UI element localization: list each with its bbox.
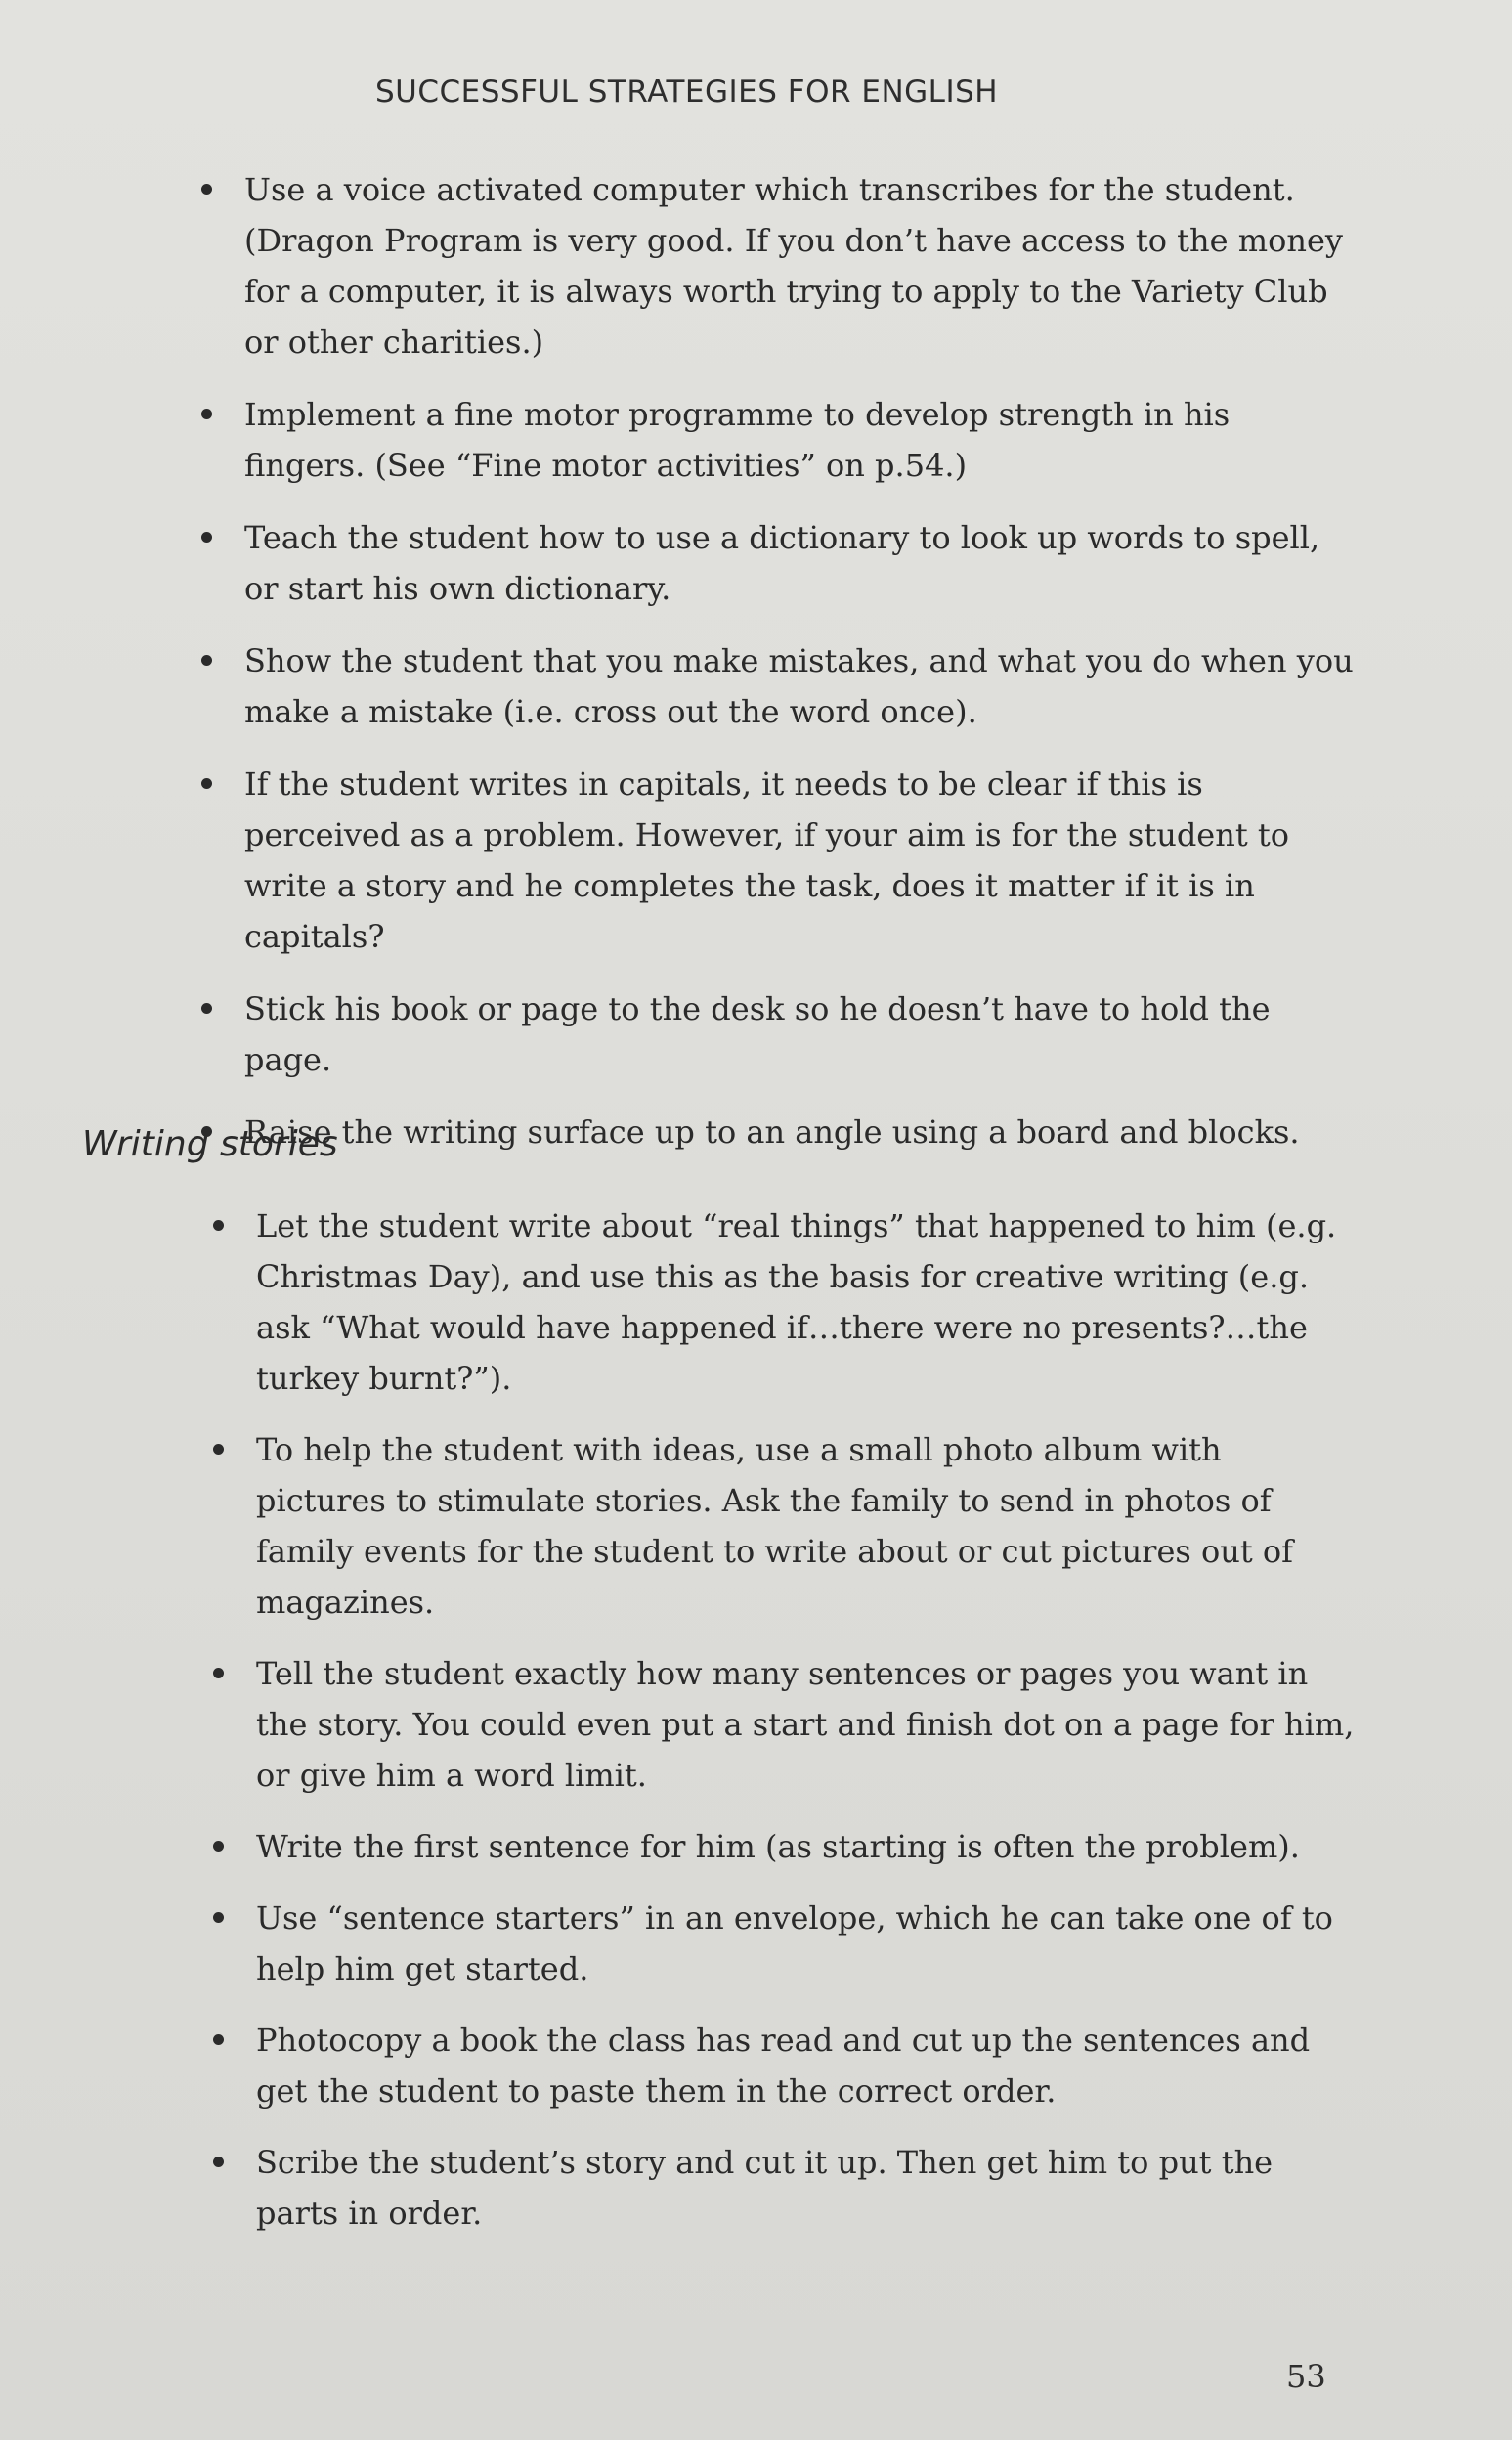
page-number: 53 bbox=[1286, 2358, 1326, 2395]
list-item-text: Implement a fine motor programme to develop strength in his fingers. (See “Fine motor activities” on p.54.) bbox=[244, 396, 1231, 484]
list-item-text: Stick his book or page to the desk so he doesn’t have to hold the page. bbox=[244, 990, 1271, 1078]
bullet-icon bbox=[213, 2157, 224, 2167]
bullet-icon bbox=[213, 1912, 224, 1923]
list-item bbox=[201, 389, 1355, 491]
list-item bbox=[201, 164, 1355, 368]
list-item bbox=[201, 983, 1355, 1085]
bullet-icon bbox=[201, 778, 212, 789]
list-item-text: If the student writes in capitals, it needs to be clear if this is perceived as a problem. However, if your aim is for the student to write a story and he completes the task, does it matter if it is in capitals? bbox=[244, 765, 1289, 955]
list-item-text: Use “sentence starters” in an envelope, which he can take one of to help him get started. bbox=[256, 1899, 1333, 1987]
list-item-text: To help the student with ideas, use a small photo album with pictures to stimulate stories. Ask the family to send in photos of family events for the student to write about or cut pictures out of magazines. bbox=[256, 1431, 1294, 1621]
list-item-text: Write the first sentence for him (as starting is often the problem). bbox=[256, 1828, 1300, 1865]
running-head: SUCCESSFUL STRATEGIES FOR ENGLISH bbox=[375, 74, 999, 109]
bullet-icon bbox=[201, 409, 212, 419]
bullet-icon bbox=[201, 1003, 212, 1014]
bullet-icon bbox=[213, 1220, 224, 1231]
bullet-icon bbox=[213, 1668, 224, 1678]
list-item-text: Let the student write about “real things” that happened to him (e.g. Christmas Day), and use this as the basis for creative writing (e.g. ask “What would have happened if…there were no presents?…the turkey burnt?”). bbox=[256, 1207, 1337, 1397]
list-item-text: Tell the student exactly how many sentences or pages you want in the story. You could even put a start and finish dot on a page for him, or give him a word limit. bbox=[256, 1655, 1355, 1794]
list-item bbox=[201, 759, 1355, 962]
list-item bbox=[201, 635, 1355, 737]
list-item bbox=[213, 1893, 1357, 1994]
strategy-list bbox=[201, 164, 1355, 1179]
list-item bbox=[213, 2137, 1357, 2239]
list-item-text: Photocopy a book the class has read and cut up the sentences and get the student to paste them in the correct order. bbox=[256, 2022, 1311, 2110]
list-item bbox=[213, 1200, 1357, 1404]
list-item bbox=[201, 512, 1355, 614]
list-item bbox=[201, 1107, 1355, 1157]
list-item bbox=[213, 1821, 1357, 1872]
bullet-icon bbox=[201, 655, 212, 666]
writing-stories-list bbox=[213, 1200, 1357, 2259]
list-item bbox=[213, 1648, 1357, 1801]
list-item bbox=[213, 1424, 1357, 1628]
bullet-icon bbox=[213, 2034, 224, 2045]
bullet-icon bbox=[213, 1444, 224, 1455]
list-item-text: Scribe the student’s story and cut it up. Then get him to put the parts in order. bbox=[256, 2144, 1274, 2232]
list-item-text: Show the student that you make mistakes, and what you do when you make a mistake (i.e. cross out the word once). bbox=[244, 642, 1354, 730]
bullet-icon bbox=[201, 532, 212, 543]
list-item bbox=[213, 2015, 1357, 2116]
list-item-text: Raise the writing surface up to an angle using a board and blocks. bbox=[244, 1113, 1300, 1151]
list-item-text: Use a voice activated computer which transcribes for the student. (Dragon Program is very good. If you don’t have access to the money for a computer, it is always worth trying to apply to the Variety Club or other charities.) bbox=[244, 171, 1343, 361]
section-heading: Writing stories bbox=[82, 1124, 338, 1164]
list-item-text: Teach the student how to use a dictionary to look up words to spell, or start his own dictionary. bbox=[244, 519, 1320, 607]
bullet-icon bbox=[213, 1841, 224, 1852]
bullet-icon bbox=[201, 184, 212, 195]
